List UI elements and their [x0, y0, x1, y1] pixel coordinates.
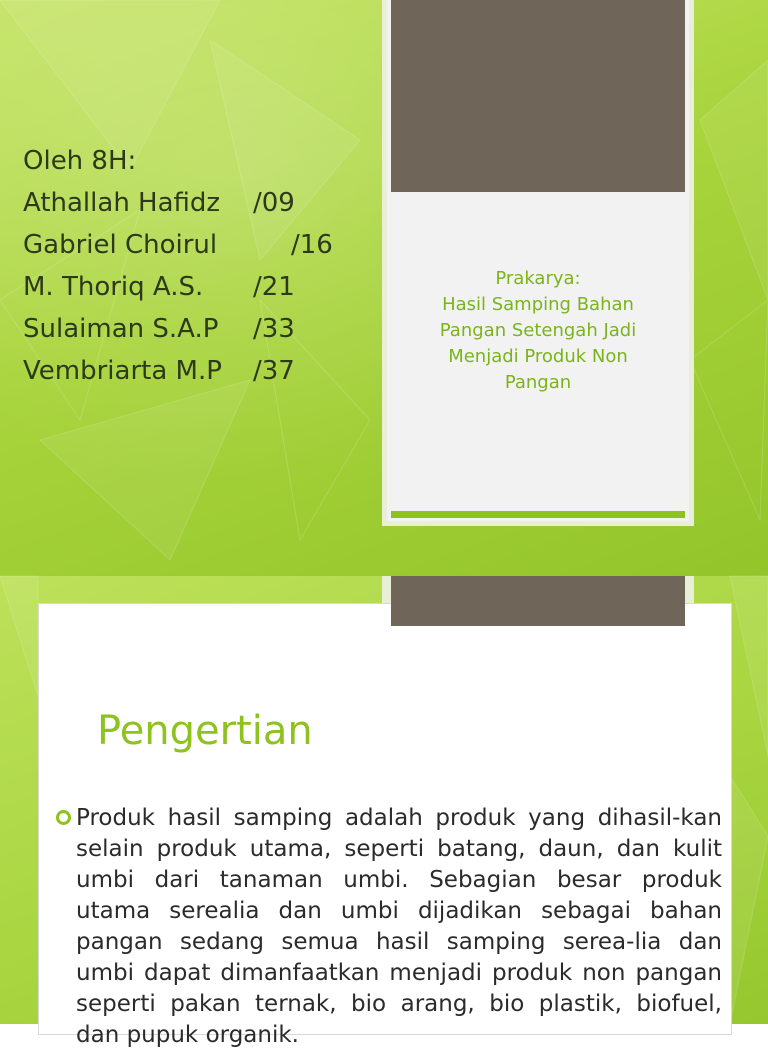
author-name: Oleh 8H:: [23, 146, 137, 176]
title-panel-image: [391, 0, 685, 192]
slide-title: [400, 266, 676, 396]
author-number: /37: [253, 356, 295, 386]
slide-title-line: Prakarya:: [495, 268, 581, 289]
bullet-circle-icon: [56, 810, 71, 825]
author-name: Vembriarta M.P: [23, 356, 222, 386]
slide-title-line: Pangan: [504, 372, 572, 393]
author-name: Athallah Hafidz: [23, 188, 221, 218]
author-number: /16: [291, 230, 333, 260]
author-name: M. Thoriq A.S.: [23, 272, 204, 302]
bullet-text: Produk hasil samping adalah produk yang dihasil-kan selain produk utama, seperti batang, daun, dan kulit umbi dari tanaman umbi. Sebagian besar produk utama serealia dan umbi dijadikan sebagai bahan pangan sedang semua hasil samping serea-lia dan umbi dapat dimanfaatkan menjadi produk non pangan seperti pakan ternak, bio arang, bio plastik, biofuel, dan pupuk organik.: [76, 805, 722, 1048]
content-slide: [0, 576, 768, 1048]
slide-title-line: Menjadi Produk Non: [448, 346, 628, 367]
author-number: /09: [253, 188, 295, 218]
content-box: [38, 603, 732, 1048]
slide-heading: Pengertian: [97, 708, 313, 754]
author-number: /33: [253, 314, 295, 344]
author-number: /21: [253, 272, 295, 302]
slide-title-line: Pangan Setengah Jadi: [439, 320, 637, 341]
header-panel-image: [391, 576, 685, 626]
title-panel-accent-bar: [391, 511, 685, 518]
author-name: Gabriel Choirul: [23, 230, 218, 260]
slide-title-line: Hasil Samping Bahan: [442, 294, 634, 315]
author-name: Sulaiman S.A.P: [23, 314, 219, 344]
